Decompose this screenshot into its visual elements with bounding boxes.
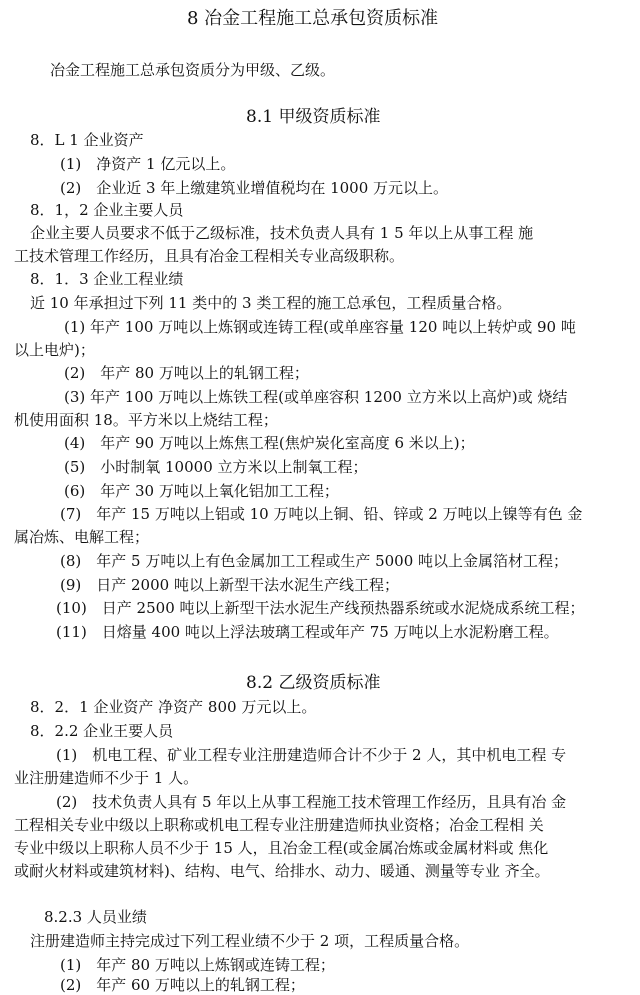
list-item: (11) 日熔量 400 吨以上浮法玻璃工程或年产 75 万吨以上水泥粉磨工程。 bbox=[56, 623, 559, 641]
section-heading-8-1: 8.1 甲级资质标准 bbox=[246, 107, 381, 127]
list-item: (2) 年产 60 万吨以上的轧钢工程； bbox=[60, 976, 305, 994]
list-item: 专业中级以上职称人员不少于 15 人，且冶金工程(或金属冶炼或金属材料或 焦化 bbox=[14, 839, 549, 857]
list-item: (7) 年产 15 万吨以上铝或 10 万吨以上铜、铅、锌或 2 万吨以上镍等有色 金 bbox=[60, 505, 583, 523]
list-item: (10) 日产 2500 吨以上新型干法水泥生产线预热器系统或水泥烧成系统工程； bbox=[56, 599, 585, 617]
subsection-8-2-2: 8．2.2 企业王要人员 bbox=[30, 722, 174, 740]
list-item: (3) 年产 100 万吨以上炼铁工程(或单座容积 1200 立方米以上高炉)或 烧结 bbox=[64, 388, 568, 406]
list-item: (4) 年产 90 万吨以上炼焦工程(焦炉炭化室高度 6 米以上)； bbox=[64, 434, 475, 452]
list-item: (1) 年产 100 万吨以上炼钢或连铸工程(或单座容量 120 吨以上转炉或 90 吨 bbox=[64, 318, 576, 336]
list-item: 以上电炉)； bbox=[14, 341, 95, 359]
list-item: (2) 企业近 3 年上缴建筑业增值税均在 1000 万元以上。 bbox=[60, 179, 449, 197]
list-item: 业注册建造师不少于 1 人。 bbox=[14, 769, 199, 787]
paragraph-line: 企业主要人员要求不低于乙级标准，技术负责人具有 1 5 年以上从事工程 施 bbox=[30, 224, 534, 242]
page-title: 8 冶金工程施工总承包资质标准 bbox=[187, 8, 439, 29]
subsection-8-1-3: 8．1．3 企业工程业绩 bbox=[30, 270, 184, 288]
list-item: (1) 机电工程、矿业工程专业注册建造师合计不少于 2 人，其中机电工程 专 bbox=[56, 746, 567, 764]
paragraph-line: 近 10 年承担过下列 11 类中的 3 类工程的施工总承包，工程质量合格。 bbox=[30, 294, 512, 312]
subsection-8-2-1: 8．2．1 企业资产 净资产 800 万元以上。 bbox=[30, 698, 317, 716]
list-item: 工程相关专业中级以上职称或机电工程专业注册建造师执业资格；冶金工程相 关 bbox=[14, 816, 544, 834]
paragraph-line: 工技术管理工作经历，且具有冶金工程相关专业高级职称。 bbox=[14, 247, 405, 265]
section-heading-8-2: 8.2 乙级资质标准 bbox=[246, 673, 381, 693]
list-item: (9) 日产 2000 吨以上新型干法水泥生产线工程； bbox=[60, 576, 399, 594]
list-item: 或耐火材料或建筑材料)、结构、电气、给排水、动力、暖通、测量等专业 齐全。 bbox=[14, 862, 550, 880]
intro-text: 冶金工程施工总承包资质分为甲级、乙级。 bbox=[50, 61, 336, 79]
subsection-8-1-2: 8．1，2 企业主要人员 bbox=[30, 201, 184, 219]
list-item: (1) 年产 80 万吨以上炼钢或连铸工程； bbox=[60, 956, 335, 974]
list-item: (1) 净资产 1 亿元以上。 bbox=[60, 155, 236, 173]
list-item: (8) 年产 5 万吨以上有色金属加工工程或生产 5000 吨以上金属箔材工程； bbox=[60, 552, 569, 570]
list-item: 机使用面积 18。平方米以上烧结工程； bbox=[14, 411, 278, 429]
list-item: (6) 年产 30 万吨以上氧化铝加工工程； bbox=[64, 482, 339, 500]
paragraph-line: 注册建造师主持完成过下列工程业绩不少于 2 项，工程质量合格。 bbox=[30, 932, 470, 950]
list-item: (2) 技术负责人具有 5 年以上从事工程施工技术管理工作经历，且具有冶 金 bbox=[56, 793, 567, 811]
subsection-8-1-1: 8．L 1 企业资产 bbox=[30, 131, 144, 149]
list-item: (5) 小时制氧 10000 立方米以上制氧工程； bbox=[64, 458, 368, 476]
list-item: (2) 年产 80 万吨以上的轧钢工程； bbox=[64, 364, 309, 382]
subsection-8-2-3: 8.2.3 人员业绩 bbox=[44, 908, 147, 926]
list-item: 属冶炼、电解工程； bbox=[14, 528, 150, 546]
